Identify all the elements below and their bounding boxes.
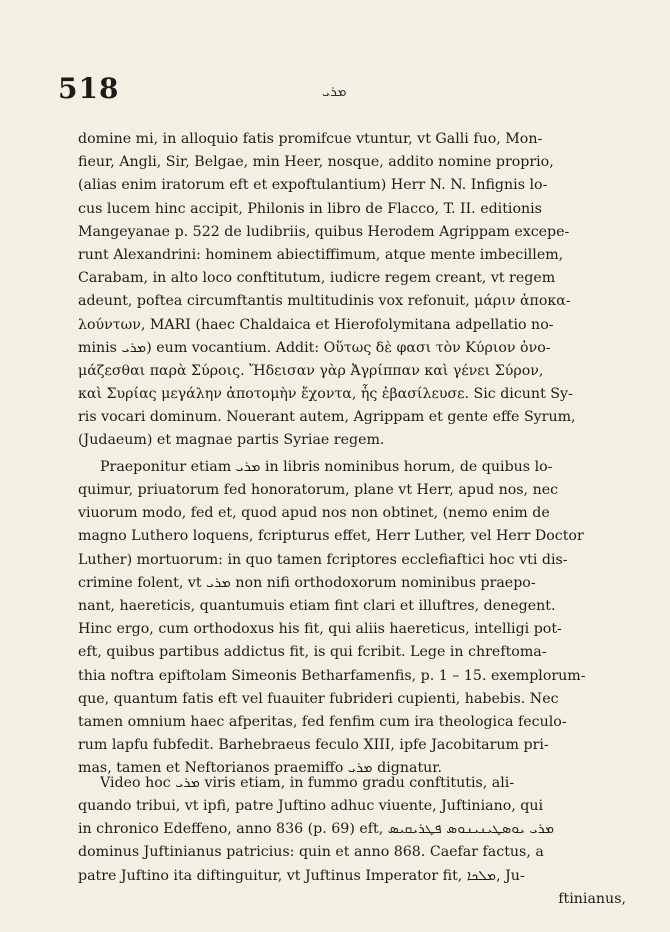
text-line: crimine folent, vt ܡܪܝ non nifi orthodoxorum nominibus praepo- bbox=[78, 574, 536, 591]
page-number: 518 bbox=[58, 72, 120, 105]
text-line: ftinianus, bbox=[558, 890, 626, 907]
text-line: magno Luthero loquens, fcripturus effet, Herr Luther, vel Herr Doctor bbox=[78, 528, 584, 545]
text-line: minis ܡܪܝ) eum vocantium. Addit: Οὕτως δὲ φασι τὸν Κύριον ὀνο- bbox=[78, 339, 551, 356]
text-line: tamen omnium haec afperitas, fed fenfim cum ira theologica feculo- bbox=[78, 713, 567, 730]
text-line: dominus Juftinianus patricius: quin et anno 868. Caefar factus, a bbox=[78, 844, 544, 861]
paragraph-2-body bbox=[78, 479, 626, 780]
text-line: cus lucem hinc accipit, Philonis in libro de Flacco, T. II. editionis bbox=[78, 200, 542, 217]
running-head: ܡܪܝ bbox=[322, 84, 347, 100]
text-line: λούντων, MARI (haec Chaldaica et Hierofolymitana adpellatio no- bbox=[78, 316, 554, 333]
text-line: runt Alexandrini: hominem abiectiffimum, atque mente imbecillem, bbox=[78, 246, 564, 263]
text-line: Praeponitur etiam ܡܪܝ in libris nominibus horum, de quibus lo- bbox=[100, 459, 553, 475]
text-line: nant, haereticis, quantumuis etiam fint clari et illuftres, denegent. bbox=[78, 597, 556, 614]
paragraph-2 bbox=[100, 456, 628, 479]
text-line: quando tribui, vt ipfi, patre Juftino adhuc viuente, Juftiniano, qui bbox=[78, 798, 544, 814]
paragraph-3 bbox=[100, 772, 628, 795]
text-line: viuorum modo, fed et, quod apud nos non obtinet, (nemo enim de bbox=[78, 505, 550, 522]
text-line: eft, quibus partibus addictus fit, is qui fcribit. Lege in chreftoma- bbox=[78, 644, 547, 661]
text-line: ris vocari dominum. Nouerant autem, Agrippam et gente effe Syrum, bbox=[78, 409, 576, 426]
text-line: adeunt, poftea circumftantis multitudinis vox refonuit, μάριν ἀποκα- bbox=[78, 293, 571, 310]
text-line: domine mi, in alloquio fatis promifcue vtuntur, vt Galli fuo, Mon- bbox=[78, 131, 543, 147]
text-line: (Judaeum) et magnae partis Syriae regem. bbox=[78, 432, 385, 449]
text-line: Hinc ergo, cum orthodoxus his fit, qui aliis haereticus, intelligi pot- bbox=[78, 621, 562, 638]
text-line: que, quantum fatis eft vel fuauiter fubrideri cupienti, habebis. Nec bbox=[78, 690, 559, 707]
text-line: μάζεσθαι παρὰ Σύροις. Ἤδεισαν γὰρ Ἀγρίππαν καὶ γένει Σύρον, bbox=[78, 362, 544, 379]
text-line: patre Juftino ita diftinguitur, vt Juftinus Imperator fit, ܡܠܟܐ, Ju- bbox=[78, 867, 525, 884]
text-line: Carabam, in alto loco conftitutum, iudicre regem creant, vt regem bbox=[78, 270, 556, 287]
paragraph-1 bbox=[78, 128, 626, 453]
text-line: Video hoc ܡܪܝ viris etiam, in fummo gradu conftitutis, ali- bbox=[100, 775, 515, 791]
text-line: mas, tamen et Neftorianos praemiffo ܡܪܝ dignatur. bbox=[78, 760, 443, 777]
text-line: καὶ Συρίας μεγάλην ἀποτομὴν ἔχοντα, ἧς ἐβασίλευσε. Sic dicunt Sy- bbox=[78, 386, 573, 403]
text-line: in chronico Edeffeno, anno 836 (p. 69) eft, ܡܪܝ ܝܘܣܛܝܢܝܢܘܣ ܦܛܪܝܩܝܣ bbox=[78, 821, 555, 838]
text-line: thia noftra epiftolam Simeonis Betharfamenfis, p. 1 – 15. exemplorum- bbox=[78, 667, 586, 684]
text-line: rum lapfu fubfedit. Barhebraeus feculo XIII, ipfe Jacobitarum pri- bbox=[78, 737, 549, 754]
text-line: (alias enim iratorum eft et expoftulantium) Herr N. N. Infignis lo- bbox=[78, 177, 548, 194]
text-line: Luther) mortuorum: in quo tamen fcriptores ecclefiaftici hoc vti dis- bbox=[78, 551, 568, 568]
paragraph-3-body bbox=[78, 795, 626, 911]
text-line: fieur, Angli, Sir, Belgae, min Heer, nosque, addito nomine proprio, bbox=[78, 154, 554, 171]
text-line: Mangeyanae p. 522 de ludibriis, quibus Herodem Agrippam excepe- bbox=[78, 223, 570, 240]
text-line: quimur, priuatorum fed honoratorum, plane vt Herr, apud nos, nec bbox=[78, 482, 559, 498]
